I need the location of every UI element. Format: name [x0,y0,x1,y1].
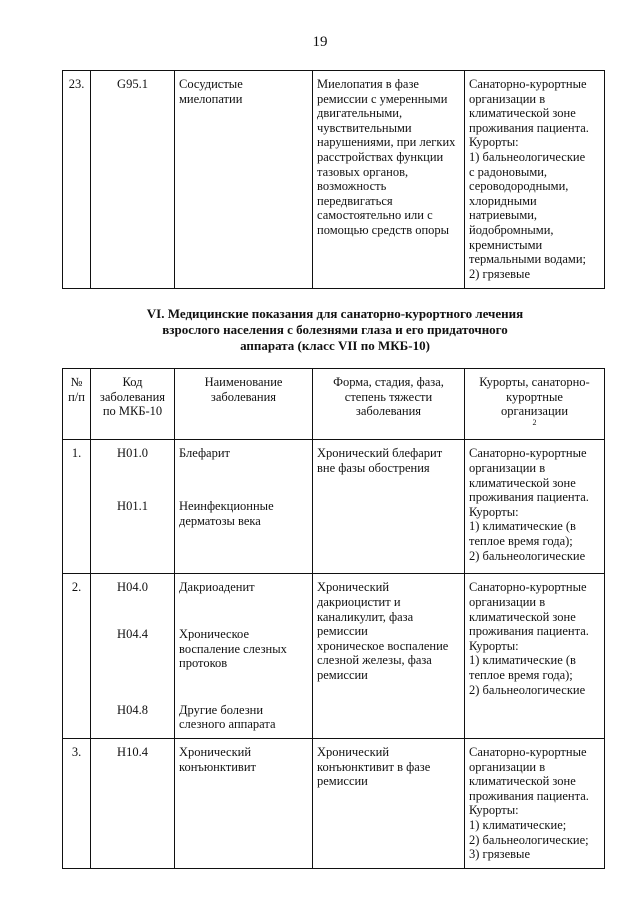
text-line: п/п [68,389,85,404]
text-line: заболевания [210,389,277,404]
disease-name [179,499,308,528]
text-line: климатической зоне [469,475,576,490]
icd-codes [91,574,175,739]
disease-names [175,440,313,574]
text-line: организации в [469,759,546,774]
text-line: Блефарит [179,446,231,461]
table-row [63,71,605,289]
text-line: нарушениями, при легких [317,135,456,150]
disease-name [179,745,308,774]
text-line: самостоятельно или с [317,208,433,223]
header-num [63,369,91,440]
header-disease [175,369,313,440]
disease-name [179,627,308,671]
row-number: 3. [63,738,91,868]
text-line: термальными водами; [469,252,586,267]
text-line: Дакриоаденит [179,580,255,595]
text-line: ремиссии [317,667,368,682]
text-line: хлоридными [469,193,537,208]
text-line: дерматозы века [179,513,261,528]
icd-codes [91,440,175,574]
text-line: Хронический [317,744,390,759]
text-line: слезной железы, фаза [317,653,432,668]
icd-code: H10.4 [117,744,148,759]
table-header-row [63,369,605,440]
text-line: Санаторно-курортные [469,580,587,595]
text-line: натриевыми, [469,208,538,223]
text-line: дакриоцистит и [317,594,401,609]
text-line: климатической зоне [469,609,576,624]
header-form [313,369,465,440]
text-line: сероводородными, [469,179,569,194]
row-number: 23. [63,71,91,289]
section-title [100,306,570,354]
text-line: слезного аппарата [179,717,276,732]
text-line: ремиссии с умеренными [317,91,448,106]
disease-form [313,738,465,868]
table-row [63,574,605,739]
resorts [465,738,605,868]
header-code [91,369,175,440]
text-line: проживания пациента. [469,624,589,639]
text-line: степень тяжести [344,389,433,404]
text-line: Хронический блефарит [317,446,443,461]
disease-name [175,71,313,289]
text-line: расстройствах функции [317,149,444,164]
row-number: 2. [63,574,91,739]
text-line: вне фазы обострения [317,460,430,475]
header-resorts [465,369,605,440]
resorts [465,574,605,739]
text-line: Хронический [317,580,390,595]
text-line: VI. Медицинские показания для санаторно-курортного лечения [146,306,524,321]
text-line: протоков [179,656,228,671]
footnote-marker: 2 [532,417,537,427]
text-line: организации в [469,460,546,475]
table-row [63,738,605,868]
text-line: Курорты: [469,135,519,150]
disease-names [175,574,313,739]
text-line: миелопатии [179,91,243,106]
text-line: Хронический [179,744,252,759]
text-line: чувствительными [317,120,412,135]
text-line: Санаторно-курортные [469,446,587,461]
text-line: Миелопатия в фазе [317,77,419,91]
text-line: йодобромными, [469,222,554,237]
text-line: Хроническое [179,626,249,641]
disease-name [179,580,308,595]
text-line: проживания пациента. [469,788,589,803]
page-number: 19 [312,34,328,50]
icd-code: H01.1 [117,498,148,513]
text-line: климатической зоне [469,106,576,121]
text-line: ремиссии [317,774,368,789]
text-line: климатической зоне [469,774,576,789]
resorts [465,440,605,574]
text-line: организации [500,404,569,419]
text-line: ремиссии [317,624,368,639]
text-line: 2) грязевые [469,266,530,281]
icd-codes [91,738,175,868]
text-line: Курорты, санаторно- [479,375,590,389]
text-line: помощью средств опоры [317,222,450,237]
disease-name [179,446,308,461]
text-line: 2) бальнеологические [469,548,586,563]
text-line: Другие болезни [179,702,264,717]
text-line: конъюнктивит [179,759,256,774]
table-continuation [62,70,605,289]
disease-form [313,440,465,574]
text-line: 3) грязевые [469,847,530,862]
icd-code: G95.1 [91,71,175,289]
resorts [465,71,605,289]
text-line: теплое время года); [469,667,573,682]
text-line: тазовых органов, [317,164,409,179]
text-line: Санаторно-курортные [469,77,587,91]
disease-names [175,738,313,868]
text-line: 1) бальнеологические [469,149,586,164]
disease-form [313,574,465,739]
icd-code: H04.4 [117,626,148,641]
icd-code: H04.0 [117,580,148,595]
text-line: Курорты: [469,638,519,653]
disease-name [179,703,308,732]
text-line: аппарата (класс VII по МКБ-10) [240,338,430,353]
text-line: взрослого населения с болезнями глаза и его придаточного [162,322,508,337]
text-line: Санаторно-курортные [469,744,587,759]
text-line: передвигаться [317,193,393,208]
text-line: 1) климатические (в [469,653,576,668]
text-line: Код [122,375,143,389]
text-line: каналикулит, фаза [317,609,414,624]
text-line: курортные [506,389,563,404]
text-line: заболевания [99,389,166,404]
text-line: конъюнктивит в фазе [317,759,431,774]
text-line: Курорты: [469,504,519,519]
text-line: возможность [317,179,387,194]
text-line: двигательными, [317,106,403,121]
text-line: проживания пациента. [469,120,589,135]
text-line: Курорты: [469,803,519,818]
text-line: Форма, стадия, фаза, [333,375,444,389]
text-line: воспаление слезных [179,641,287,656]
text-line: проживания пациента. [469,490,589,505]
text-line: организации в [469,91,546,106]
icd-code: H04.8 [117,702,148,717]
text-line: по МКБ-10 [102,404,163,419]
text-line: 2) бальнеологические; [469,832,589,847]
text-line: Наименование [204,375,283,389]
text-line: с радоновыми, [469,164,548,179]
text-line: заболевания [355,404,422,419]
text-line: 1) климатические (в [469,519,576,534]
disease-form [313,71,465,289]
text-line: теплое время года); [469,533,573,548]
text-line: организации в [469,594,546,609]
text-line: № [70,375,83,389]
text-line: Сосудистые [179,77,243,91]
text-line: Неинфекционные [179,498,274,513]
text-line: хроническое воспаление [317,638,449,653]
icd-code: H01.0 [117,446,148,461]
text-line: 1) климатические; [469,817,567,832]
text-line: 2) бальнеологические [469,682,586,697]
eye-diseases-table [62,368,605,869]
row-number: 1. [63,440,91,574]
text-line: кремнистыми [469,237,543,252]
table-row [63,440,605,574]
